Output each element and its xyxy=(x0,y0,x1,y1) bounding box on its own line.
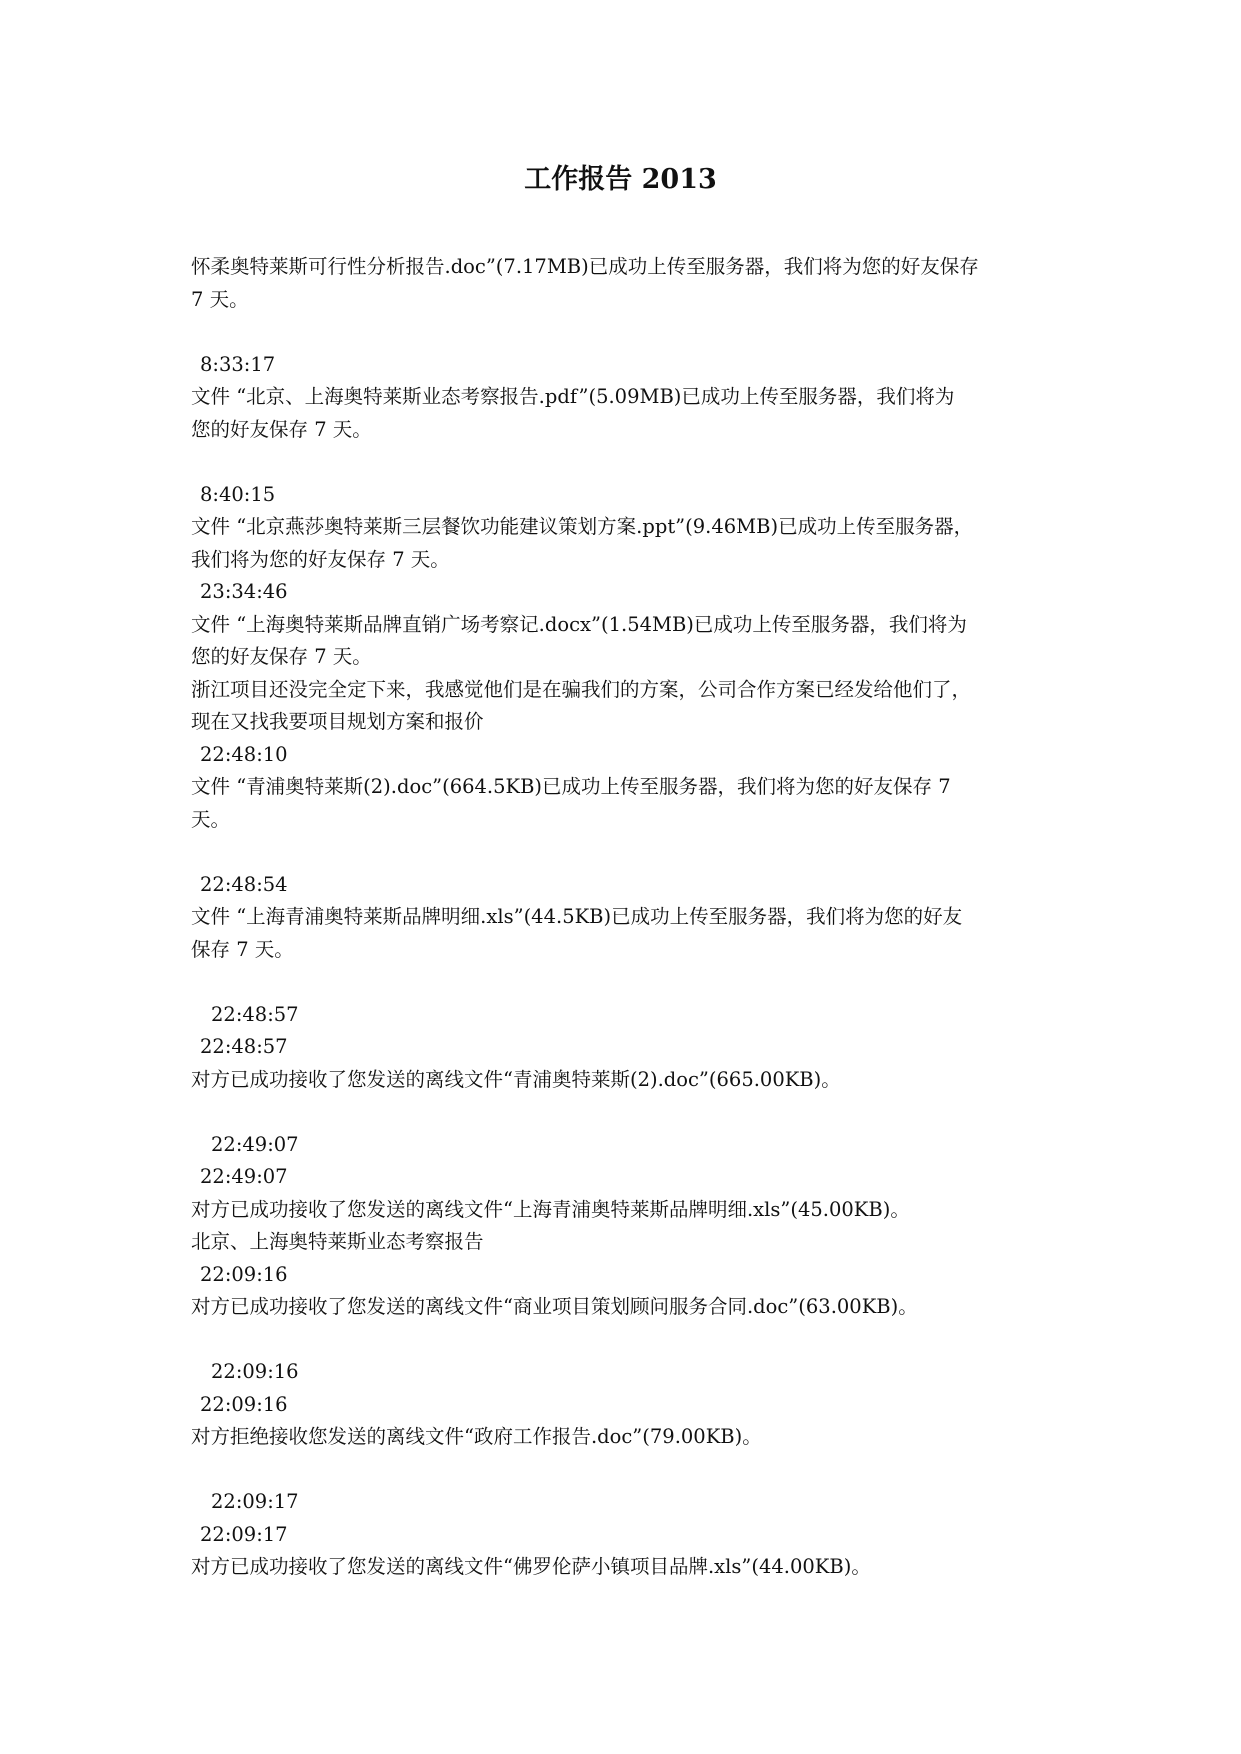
text-line: 北京、上海奥特莱斯业态考察报告 xyxy=(191,1230,484,1253)
document-body xyxy=(191,251,1061,1584)
text-line: 7 天。 xyxy=(191,287,249,311)
timestamp: 22:09:17 xyxy=(211,1490,299,1513)
timestamp: 22:48:57 xyxy=(211,1002,299,1026)
blank-line xyxy=(191,966,1061,999)
text-line: 文件 “青浦奥特莱斯(2).doc”(664.5KB)已成功上传至服务器，我们将为您的好友保存 7 xyxy=(191,775,951,798)
text-line: 文件 “北京燕莎奥特莱斯三层餐饮功能建议策划方案.ppt”(9.46MB)已成功上传至服务器， xyxy=(191,515,974,538)
text-line: 浙江项目还没完全定下来，我感觉他们是在骗我们的方案，公司合作方案已经发给他们了， xyxy=(191,677,972,701)
timestamp: 22:48:54 xyxy=(200,872,288,896)
timestamp: 22:09:16 xyxy=(211,1360,299,1383)
text-line: 文件 “上海青浦奥特莱斯品牌明细.xls”(44.5KB)已成功上传至服务器，我们将为您的好友 xyxy=(191,905,963,928)
timestamp: 22:48:57 xyxy=(200,1035,288,1058)
text-line: 对方已成功接收了您发送的离线文件“上海青浦奥特莱斯品牌明细.xls”(45.00KB)。 xyxy=(191,1197,910,1221)
blank-line xyxy=(191,446,1061,479)
text-line: 天。 xyxy=(191,807,231,831)
text-line: 我们将为您的好友保存 7 天。 xyxy=(191,547,450,571)
text-line: 保存 7 天。 xyxy=(191,937,294,961)
text-line: 您的好友保存 7 天。 xyxy=(191,417,372,441)
timestamp: 22:49:07 xyxy=(211,1132,299,1156)
text-line: 对方拒绝接收您发送的离线文件“政府工作报告.doc”(79.00KB)。 xyxy=(191,1425,762,1448)
timestamp: 8:33:17 xyxy=(200,352,276,376)
text-line: 怀柔奥特莱斯可行性分析报告.doc”(7.17MB)已成功上传至服务器，我们将为您的好友保存 xyxy=(191,255,979,278)
timestamp: 22:09:17 xyxy=(200,1522,288,1546)
text-line: 对方已成功接收了您发送的离线文件“商业项目策划顾问服务合同.doc”(63.00KB)。 xyxy=(191,1295,918,1318)
blank-line xyxy=(191,1324,1061,1357)
blank-line xyxy=(191,1454,1061,1487)
blank-line xyxy=(191,1096,1061,1129)
timestamp: 22:48:10 xyxy=(200,742,288,766)
text-line: 对方已成功接收了您发送的离线文件“青浦奥特莱斯(2).doc”(665.00KB)。 xyxy=(191,1067,841,1091)
timestamp: 22:09:16 xyxy=(200,1262,288,1286)
text-line: 您的好友保存 7 天。 xyxy=(191,645,372,668)
blank-line xyxy=(191,316,1061,349)
text-line: 文件 “上海奥特莱斯品牌直销广场考察记.docx”(1.54MB)已成功上传至服务器，我们将为 xyxy=(191,612,967,636)
timestamp: 22:09:16 xyxy=(200,1392,288,1416)
document-title: 工作报告 2013 xyxy=(524,164,717,195)
blank-line xyxy=(191,836,1061,869)
text-line: 文件 “北京、上海奥特莱斯业态考察报告.pdf”(5.09MB)已成功上传至服务器，我们将为 xyxy=(191,385,955,408)
timestamp: 22:49:07 xyxy=(200,1165,288,1188)
text-line: 现在又找我要项目规划方案和报价 xyxy=(191,710,484,733)
text-line: 对方已成功接收了您发送的离线文件“佛罗伦萨小镇项目品牌.xls”(44.00KB)。 xyxy=(191,1555,871,1578)
timestamp: 8:40:15 xyxy=(200,482,276,506)
timestamp: 23:34:46 xyxy=(200,580,288,603)
